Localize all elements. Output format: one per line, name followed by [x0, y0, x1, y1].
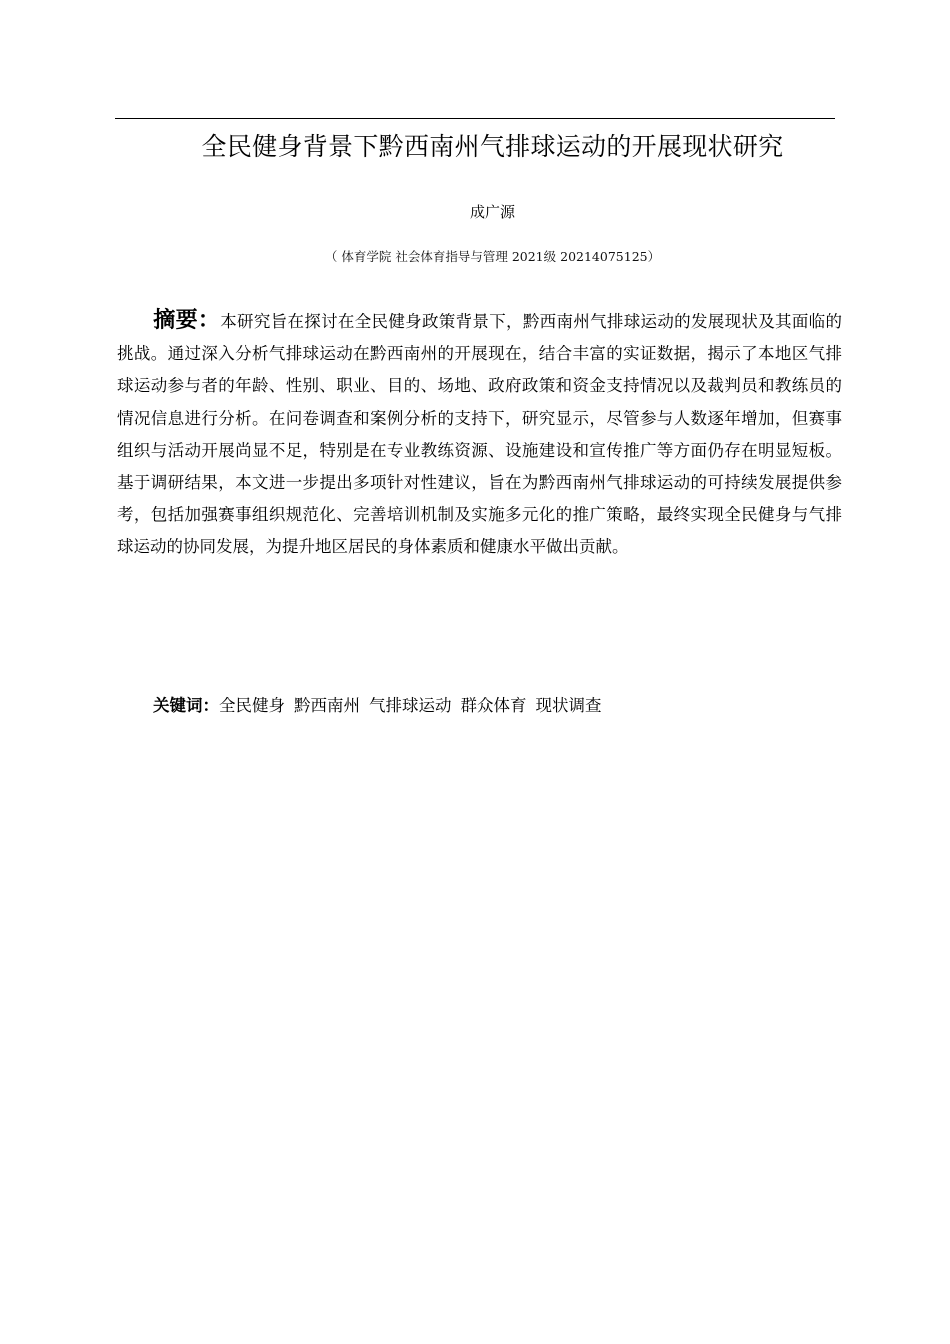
- paper-title: 全民健身背景下黔西南州气排球运动的开展现状研究: [201, 132, 784, 161]
- keyword-item: 黔西南州: [294, 696, 360, 715]
- header-rule: [115, 118, 835, 119]
- keyword-item: 群众体育: [460, 696, 527, 715]
- keyword-item: 现状调查: [535, 696, 602, 715]
- author-name: 成广源: [469, 203, 515, 221]
- keyword-item: 气排球运动: [369, 696, 452, 715]
- keywords-line: [153, 693, 853, 719]
- abstract-text: 本研究旨在探讨在全民健身政策背景下，黔西南州气排球运动的发展现状及其面临的挑战。通过深入分析气排球运动在黔西南州的开展现在，结合丰富的实证数据，揭示了本地区气排球运动参与者的年龄、性别、职业、目的、场地、政府政策和资金支持情况以及裁判员和教练员的情况信息进行分析。在问卷调查和案例分析的支持下，研究显示，尽管参与人数逐年增加，但赛事组织与活动开展尚显不足，特别是在专业教练资源、设施建设和宣传推广等方面仍存在明显短板。基于调研结果，本文进一步提出多项针对性建议，旨在为黔西南州气排球运动的可持续发展提供参考，包括加强赛事组织规范化、完善培训机制及实施多元化的推广策略，最终实现全民健身与气排球运动的协同发展，为提升地区居民的身体素质和健康水平做出贡献。: [117, 312, 842, 557]
- keywords-label: 关键词：: [153, 696, 219, 715]
- abstract-label: 摘要：: [153, 308, 221, 333]
- abstract-paragraph: [117, 305, 842, 564]
- keyword-item: 全民健身: [219, 696, 285, 715]
- author-affiliation: （ 体育学院 社会体育指导与管理 2021级 20214075125）: [324, 249, 661, 264]
